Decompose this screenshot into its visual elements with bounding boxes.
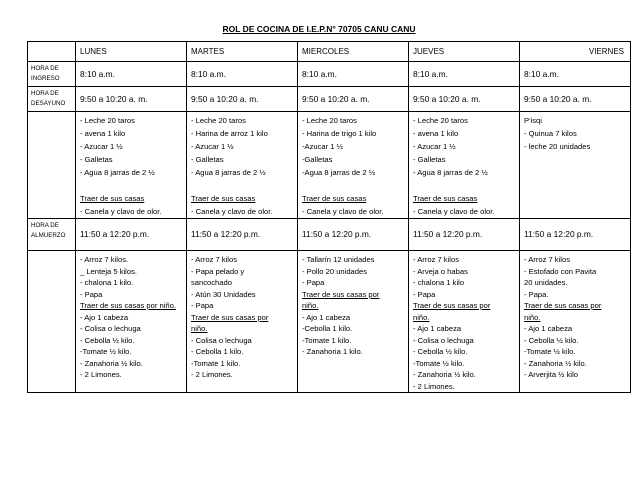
- lunch-menu-cell: [187, 251, 298, 393]
- time-cell: 8:10 a.m.: [187, 62, 298, 87]
- menu-line: - Cebolla ½ kilo.: [80, 335, 135, 345]
- menu-line: - Zanahoria 1 kilo.: [302, 347, 363, 356]
- menu-line: - Papa: [302, 278, 325, 287]
- row-label-line: DESAYUNO: [31, 100, 66, 107]
- menu-line: - Canela y clavo de olor.: [80, 207, 162, 216]
- menu-line: Traer de sus casas por: [302, 289, 380, 299]
- row-label-line: HORA DE: [31, 65, 59, 72]
- time-cell: 9:50 a 10:20 a. m.: [298, 87, 409, 112]
- row-label-line: HORA DE: [31, 222, 59, 229]
- menu-line: Traer de sus casas: [191, 194, 256, 203]
- menu-line: - Papa: [413, 289, 436, 299]
- menu-line: -Tomate ½ kilo.: [524, 347, 576, 356]
- menu-line: - Leche 20 taros: [413, 116, 468, 125]
- menu-line: - Azucar 1 ½: [413, 142, 456, 151]
- menu-line: Traer de sus casas: [302, 194, 367, 203]
- menu-line: - Atún 30 Unidades: [191, 289, 256, 299]
- menu-line: - avena 1 kilo: [80, 129, 126, 138]
- menu-line: - Arveja o habas: [413, 266, 468, 276]
- lunch-menu-cell: [76, 251, 187, 393]
- menu-line: [80, 179, 182, 192]
- menu-line: - Arroz 7 kilos: [191, 255, 237, 264]
- menu-line: [191, 179, 293, 192]
- lunch-menu-cell: [409, 251, 520, 393]
- row-label-almuerzo: [28, 219, 76, 251]
- menu-line: P'isqi: [524, 116, 542, 125]
- time-cell: 11:50 a 12:20 p.m.: [76, 219, 187, 251]
- time-cell: 11:50 a 12:20 p.m.: [409, 219, 520, 251]
- menu-line: - Zanahoria ½ kilo.: [524, 358, 587, 368]
- menu-line: - Arroz 7 kilos: [524, 255, 570, 264]
- menu-line: - chalona 1 kilo.: [80, 278, 134, 287]
- menu-line: Traer de sus casas por niño.: [80, 301, 176, 310]
- menu-line: - Galletas: [413, 155, 446, 164]
- breakfast-menu-cell: [76, 112, 187, 219]
- menu-line: - Tallarín 12 unidades: [302, 255, 375, 264]
- menu-line: - Agua 8 jarras de 2 ½: [80, 168, 155, 177]
- day-header-row: [28, 42, 631, 62]
- row-label-desayuno: [28, 87, 76, 112]
- menu-line: - Zanahoria ½ kilo.: [413, 370, 476, 379]
- menu-line: Traer de sus casas por: [524, 301, 602, 310]
- time-cell: 8:10 a.m.: [520, 62, 631, 87]
- menu-line: Traer de sus casas: [80, 194, 145, 203]
- menu-line: - Papa: [80, 289, 103, 299]
- day-header: MIERCOLES: [298, 42, 409, 62]
- desayuno-row: [28, 87, 631, 112]
- menu-line: - Galletas: [80, 155, 113, 164]
- row-label-line: ALMUERZO: [31, 232, 66, 239]
- menu-line: - Agua 8 jarras de 2 ½: [191, 168, 266, 177]
- menu-line: niño.: [524, 312, 541, 322]
- menu-line: - Cebolla ½ kilo.: [413, 347, 468, 356]
- menu-line: - Papa: [191, 301, 214, 310]
- menu-line: -Tomate 1 kilo.: [302, 335, 352, 345]
- time-cell: 11:50 a 12:20 p.m.: [187, 219, 298, 251]
- menu-line: - Azucar 1 ½: [80, 142, 123, 151]
- time-cell: 8:10 a.m.: [298, 62, 409, 87]
- breakfast-menu-cell: [298, 112, 409, 219]
- row-label-ingreso: [28, 62, 76, 87]
- day-header: MARTES: [187, 42, 298, 62]
- time-cell: 9:50 a 10:20 a. m.: [520, 87, 631, 112]
- breakfast-menu-cell: [409, 112, 520, 219]
- almuerzo-row: [28, 219, 631, 251]
- ingreso-row: [28, 62, 631, 87]
- corner-cell: [28, 42, 76, 62]
- menu-line: - Quinua 7 kilos: [524, 129, 577, 138]
- menu-line: - Azucar 1 ½: [191, 142, 234, 151]
- day-header: VIERNES: [520, 42, 631, 62]
- time-cell: 8:10 a.m.: [76, 62, 187, 87]
- menu-line: - Canela y clavo de olor.: [302, 207, 384, 216]
- kitchen-schedule-table: [27, 41, 631, 393]
- breakfast-menu-cell: [520, 112, 631, 219]
- menu-line: - 2 Limones.: [191, 370, 233, 379]
- menu-line: - Ajo 1 cabeza: [524, 324, 573, 333]
- menu-line: - Leche 20 taros: [302, 116, 357, 125]
- empty-label-cell: [28, 112, 76, 219]
- menu-line: - Colisa o lechuga: [413, 335, 474, 345]
- menu-line: - Harina de trigo 1 kilo: [302, 129, 377, 138]
- lunch-menu-cell: [298, 251, 409, 393]
- menu-line: niño.: [191, 324, 208, 333]
- menu-line: - avena 1 kilo: [413, 129, 459, 138]
- menu-line: Traer de sus casas: [413, 194, 478, 203]
- menu-line: - Cebolla 1 kilo.: [191, 347, 244, 356]
- menu-line: - Arverjita ½ kilo: [524, 370, 579, 379]
- menu-line: - 2 Limones.: [413, 381, 455, 391]
- menu-line: - Papa.: [524, 289, 549, 299]
- menu-line: -Tomate ½ kilo.: [413, 358, 465, 368]
- menu-line: [302, 179, 404, 192]
- time-cell: 9:50 a 10:20 a. m.: [187, 87, 298, 112]
- menu-line: - 2 Limones.: [80, 370, 122, 379]
- day-header: JUEVES: [409, 42, 520, 62]
- lunch-menu-cell: [520, 251, 631, 393]
- menu-line: - leche 20 unidades: [524, 142, 591, 151]
- row-label-line: INGRESO: [31, 75, 60, 82]
- menu-line: -Azucar 1 ½: [302, 142, 343, 151]
- menu-line: - Colisa o lechuga: [80, 324, 141, 333]
- menu-line: niño.: [413, 312, 430, 322]
- menu-line: sancochado: [191, 278, 232, 287]
- menu-line: - Papa pelado y: [191, 266, 245, 276]
- menu-line: niño.: [302, 301, 319, 310]
- menu-line: - Agua 8 jarras de 2 ½: [413, 168, 488, 177]
- day-header: LUNES: [76, 42, 187, 62]
- menu-line: -Tomate 1 kilo.: [191, 358, 241, 368]
- menu-line: - Harina de arroz 1 kilo: [191, 129, 268, 138]
- menu-line: -Cebolla 1 kilo.: [302, 324, 353, 333]
- menu-line: - Arroz 7 kilos.: [80, 255, 129, 264]
- breakfast-menu-row: [28, 112, 631, 219]
- menu-line: -Tomate ½ kilo.: [80, 347, 132, 356]
- time-cell: 8:10 a.m.: [409, 62, 520, 87]
- document-title: ROL DE COCINA DE I.E.P.N° 70705 CANU CANU: [222, 24, 416, 34]
- menu-line: - Zanahoria ½ kilo.: [80, 358, 143, 368]
- row-label-line: HORA DE: [31, 90, 59, 97]
- menu-line: [413, 179, 515, 192]
- menu-line: -Galletas: [302, 155, 333, 164]
- menu-line: Traer de sus casas por: [413, 301, 491, 310]
- menu-line: - Pollo 20 unidades: [302, 266, 368, 276]
- time-cell: 9:50 a 10:20 a. m.: [409, 87, 520, 112]
- menu-line: - Canela y clavo de olor.: [413, 207, 495, 216]
- breakfast-menu-cell: [187, 112, 298, 219]
- menu-line: - Cebolla ½ kilo.: [524, 335, 579, 345]
- menu-line: -Agua 8 jarras de 2 ½: [302, 168, 376, 177]
- menu-line: - Galletas: [191, 155, 224, 164]
- time-cell: 11:50 a 12:20 p.m.: [520, 219, 631, 251]
- menu-line: - Ajo 1 cabeza: [80, 312, 129, 322]
- menu-line: Traer de sus casas por: [191, 312, 269, 322]
- time-cell: 11:50 a 12:20 p.m.: [298, 219, 409, 251]
- empty-label-cell: [28, 251, 76, 393]
- menu-line: - Leche 20 taros: [80, 116, 135, 125]
- menu-line: - Canela y clavo de olor.: [191, 207, 273, 216]
- lunch-menu-row: [28, 251, 631, 393]
- menu-line: - chalona 1 kilo: [413, 278, 465, 287]
- menu-line: - Estofado con Pavita: [524, 266, 597, 276]
- menu-line: _ Lenteja 5 kilos.: [80, 266, 137, 276]
- menu-line: - Ajo 1 cabeza: [413, 324, 462, 333]
- menu-line: - Ajo 1 cabeza: [302, 312, 351, 322]
- time-cell: 9:50 a 10:20 a. m.: [76, 87, 187, 112]
- menu-line: 20 unidades.: [524, 278, 568, 287]
- menu-line: - Leche 20 taros: [191, 116, 246, 125]
- menu-line: - Arroz 7 kilos: [413, 255, 459, 264]
- menu-line: - Colisa o lechuga: [191, 335, 252, 345]
